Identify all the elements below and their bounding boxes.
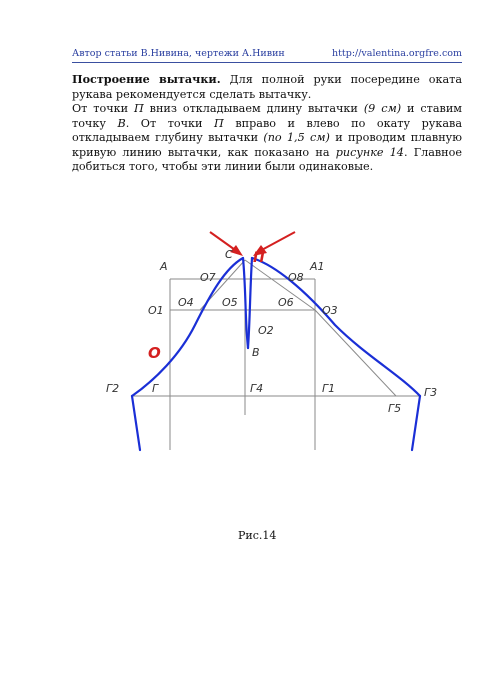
p2-text: От точки [72,102,134,115]
label-a1: А1 [310,260,325,273]
p2-italic: (по 1,5 см) [263,131,330,144]
article-text [72,72,462,175]
label-o7: О7 [200,271,216,284]
paragraph-1-text: Для полной руки посередине оката рукава рекомендуется сделать вытачку. [72,73,462,101]
label-o3: О3 [322,304,338,317]
label-g1: Г1 [322,382,336,395]
label-a: А [160,260,168,273]
p2-text: вниз откладываем длину вытачки [143,102,364,115]
section-heading: Построение вытачки. [72,72,221,86]
right-underarm-line [412,396,420,450]
label-g2: Г2 [106,382,120,395]
label-o5: О5 [222,296,238,309]
header-url[interactable]: http://valentina.orgfre.com [332,48,462,59]
label-o4: О4 [178,296,194,309]
p2-italic: рисунке 14 [335,145,404,159]
p2-italic: П [214,116,224,130]
paragraph-1 [72,72,462,102]
label-c: С [225,248,233,261]
page-header [72,48,462,63]
left-underarm-line [132,396,140,450]
label-g5: Г5 [388,402,402,415]
label-g3: Г3 [424,386,438,399]
p2-italic: П [133,102,144,115]
label-g4: Г4 [250,382,264,395]
p2-text: и ставим точку [72,102,462,130]
label-g: Г [152,382,159,395]
label-v: В [252,346,260,359]
header-author: Автор статьи В.Нивина, чертежи А.Нивин [72,48,285,59]
label-o6: О6 [278,296,294,309]
p2-text: и проводим плавную кривую линию вытачки, как показано на [72,131,463,159]
label-o2: О2 [258,324,274,337]
p2-text: . Главное добиться того, чтобы эти линии были одинаковые. [72,145,462,173]
label-o: О [148,344,161,362]
label-o1: О1 [148,304,164,317]
label-o8: О8 [288,271,304,284]
p2-text: вправо и влево по окату рукава откладываем глубину вытачки [72,116,463,144]
p2-text: . От точки [125,116,215,130]
sleeve-dart-diagram [100,230,450,455]
dart-right-line [248,258,252,348]
figure-caption: Рис.14 [238,529,277,542]
diagram-labels [106,248,437,415]
sleeve-curve [132,258,420,450]
p2-italic: (9 см) [363,102,402,115]
p2-italic: В [117,116,126,130]
label-p: П [253,250,265,266]
paragraph-2 [72,102,462,175]
